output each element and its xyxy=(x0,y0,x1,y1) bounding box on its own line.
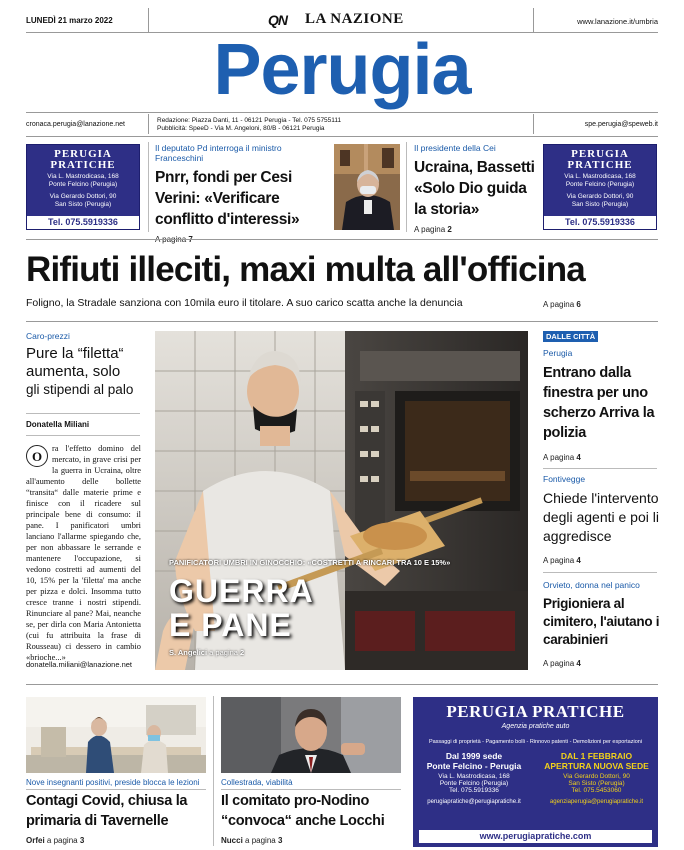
bottom-2-headline[interactable]: Il comitato pro-Nodino “convoca“ anche Locchi xyxy=(221,793,385,829)
photo-title-2[interactable]: E PANE xyxy=(169,607,292,643)
photo-credit: S. Angelici a pagina 2 xyxy=(169,648,245,657)
classroom-photo xyxy=(26,697,206,773)
left-story-author: Donatella Miliani xyxy=(26,420,90,429)
ad-small-addr-4: San Sisto (Perugia) xyxy=(571,201,629,208)
ad-big-right-tel: Tel. 075.5453060 xyxy=(571,787,622,794)
ad-small-addr-2: Ponte Felcino (Perugia) xyxy=(565,181,635,188)
masthead-email-left[interactable]: cronaca.perugia@lanazione.net xyxy=(26,121,125,128)
photo-caption-bar: PANIFICATORI UMBRI IN GINOCCHIO: «COSTRETTI A RINCARI TRA 10 E 15%» xyxy=(169,558,451,567)
left-author-rule xyxy=(26,413,140,414)
left-story-body xyxy=(26,443,141,663)
top-story-2-headline[interactable]: Ucraina, Bassetti «Solo Dio guida la storia» xyxy=(414,159,535,218)
right-item-1-category: Perugia xyxy=(543,348,573,358)
top-divider-2 xyxy=(406,142,407,232)
ad-big-left-tel: Tel. 075.5919336 xyxy=(449,787,499,794)
ad-big-left-email: perugiapratiche@perugiapratiche.it xyxy=(427,799,521,805)
bottom-1-page: Orfei a pagina 3 xyxy=(26,836,85,845)
ad-big-website[interactable]: www.perugiapratiche.com xyxy=(419,830,652,843)
ad-big-right-addr-2: San Sisto (Perugia) xyxy=(568,780,625,787)
bottom-1-category: Nove insegnanti positivi, preside blocca le lezioni xyxy=(26,778,200,787)
left-story-headline-1[interactable]: Pure la “filetta“ aumenta, solo xyxy=(26,345,124,380)
city-title: Perugia xyxy=(213,30,471,110)
right-item-3-page: A pagina 4 xyxy=(543,659,581,668)
masthead-hrule2 xyxy=(26,112,658,113)
ad-big-left-addr-1: Via L. Mastrodicasa, 168 xyxy=(438,773,510,780)
ad-big-services: Passaggi di proprietà - Pagamento bolli - Rinnovo patenti - Demolizioni per esportazioni xyxy=(428,739,643,745)
ad-small-tel: Tel. 075.5919336 xyxy=(27,216,139,229)
ad-small-name-1: PERUGIA xyxy=(571,148,629,160)
top-story-1[interactable] xyxy=(155,143,327,244)
ad-big-left-head-2: Ponte Felcino - Perugia xyxy=(426,761,522,771)
right-item-2-page: A pagina 4 xyxy=(543,556,581,565)
bottom-1-rule xyxy=(26,789,206,790)
right-item-1-page: A pagina 4 xyxy=(543,453,581,462)
lead-rule-top xyxy=(26,239,658,240)
right-item-2[interactable] xyxy=(543,474,661,565)
ad-big-left-head-1: Dal 1999 sede xyxy=(445,751,503,761)
masthead-url[interactable]: www.lanazione.it/umbria xyxy=(577,17,658,26)
bottom-1-headline[interactable]: Contagi Covid, chiusa la primaria di Tavernelle xyxy=(26,793,188,829)
ad-small-addr-1: Via L. Mastrodicasa, 168 xyxy=(47,173,119,180)
lead-rule-bottom xyxy=(26,321,658,322)
left-author-rule-2 xyxy=(26,435,140,436)
bottom-2-page: Nucci a pagina 3 xyxy=(221,836,283,845)
right-item-3-category: Orvieto, donna nel panico xyxy=(543,580,640,590)
ad-big-left xyxy=(413,751,535,805)
masthead-email-right[interactable]: spe.perugia@speweb.it xyxy=(584,121,658,128)
right-rule-2 xyxy=(543,572,657,573)
ad-big[interactable] xyxy=(413,697,658,847)
ad-small-addr-3: Via Gerardo Dottori, 90 xyxy=(566,193,634,200)
masthead-redazione-1: Redazione: Piazza Danti, 11 - 06121 Perugia - Tel. 075 5755111 xyxy=(157,117,342,124)
ad-big-right-addr-1: Via Gerardo Dottori, 90 xyxy=(563,773,630,780)
right-item-1-headline[interactable]: Entrano dalla finestra per uno scherzo Arriva la polizia xyxy=(543,365,655,441)
masthead-vrule-1 xyxy=(148,114,149,134)
right-item-3[interactable] xyxy=(543,580,661,668)
left-story-headline-2[interactable]: gli stipendi al palo xyxy=(26,382,134,397)
ad-big-right-email: agenziaperugia@perugiapratiche.it xyxy=(549,799,644,805)
ad-small-right[interactable] xyxy=(543,144,657,230)
bottom-divider xyxy=(213,696,214,846)
ad-big-right-head-1: DAL 1 FEBBRAIO xyxy=(560,751,633,761)
qn-logo: QN xyxy=(268,12,287,28)
ad-small-name-2: PRATICHE xyxy=(50,159,116,171)
left-story[interactable] xyxy=(26,331,144,399)
ad-small-name-2: PRATICHE xyxy=(567,159,633,171)
right-item-3-headline[interactable]: Prigioniera al cimitero, l'aiutano i carabinieri xyxy=(543,596,660,647)
bottom-2-category: Collestrada, viabilità xyxy=(221,778,293,787)
ad-small-tel: Tel. 075.5919336 xyxy=(544,216,656,229)
left-story-email[interactable]: donatella.miliani@lanazione.net xyxy=(26,660,133,669)
top-story-1-headline[interactable]: Pnrr, fondi per Cesi Verini: «Verificare conflitto d'interessi» xyxy=(155,169,300,228)
photo-title-1[interactable]: GUERRA xyxy=(169,573,314,609)
paper-name: LA NAZIONE xyxy=(305,11,404,27)
top-story-2-category: Il presidente della Cei xyxy=(414,143,496,153)
masthead-date: LUNEDÌ 21 marzo 2022 xyxy=(26,16,113,25)
ad-small-name-1: PERUGIA xyxy=(54,148,112,160)
ad-big-right-head-2: APERTURA NUOVA SEDE xyxy=(544,761,649,771)
bottom-2-rule xyxy=(221,789,401,790)
top-story-2[interactable] xyxy=(414,143,536,234)
drop-cap: O xyxy=(26,445,48,467)
masthead-hrule3 xyxy=(26,136,658,137)
ad-small-addr-3: Via Gerardo Dottori, 90 xyxy=(49,193,117,200)
right-section-label: DALLE CITTÀ xyxy=(543,331,598,342)
ad-big-left-addr-2: Ponte Felcino (Perugia) xyxy=(439,780,509,787)
right-item-2-headline[interactable]: Chiede l'intervento degli agenti e poi li aggredisce xyxy=(543,490,659,544)
top-story-2-page: A pagina 2 xyxy=(414,225,452,234)
lead-headline[interactable]: Rifiuti illeciti, maxi multa all'officina xyxy=(26,250,585,289)
ad-small-addr-1: Via L. Mastrodicasa, 168 xyxy=(564,173,636,180)
lead-summary: Foligno, la Stradale sanziona con 10mila euro il titolare. A suo carico scatta anche la denuncia xyxy=(26,297,463,309)
ad-small-left[interactable] xyxy=(26,144,140,230)
nodino-photo xyxy=(221,697,401,773)
right-item-2-category: Fontivegge xyxy=(543,474,586,484)
lead-page: A pagina 6 xyxy=(543,300,581,309)
left-story-text: ra l'effetto domino del mercato, in grave crisi per la guerra in Ucraina, oltre all'aumento delle bollette “transita“ dalle materie prime e finisce con il ricadere sul principale bene di consumo: il pane. I panificatori umbri lanciano l'allarme spiegando che, per non abbassare le serrande e mantenere l'occupazione, si vedono costretti ad aumenti del 10, 15% per la 'filetta' ma anche per pizza e dolci. Insomma tutto cresce tranne i nostri stipendi. Rinunciare al pane? Mai, neanche se, per dirla con Maria Antonietta (cui fu attribuita la frase di Rousseau) ci dessero in cambio «brioche...» xyxy=(26,444,141,662)
ad-big-title: PERUGIA PRATICHE xyxy=(446,702,625,721)
ad-small-addr-2: Ponte Felcino (Perugia) xyxy=(48,181,118,188)
left-story-category: Caro-prezzi xyxy=(26,331,70,341)
top-story-1-category: Il deputato Pd interroga il ministro Franceschini xyxy=(155,143,282,163)
bottom-rule xyxy=(26,684,658,685)
ad-small-addr-4: San Sisto (Perugia) xyxy=(54,201,112,208)
ad-big-right xyxy=(535,751,658,805)
masthead-vrule-2 xyxy=(533,114,534,134)
right-item-1[interactable] xyxy=(543,348,661,462)
ad-big-subtitle: Agenzia pratiche auto xyxy=(501,723,570,730)
bassetti-photo xyxy=(334,144,400,230)
masthead-redazione-2: Pubblicità: SpeeD - Via M. Angeloni, 80/B - 06121 Perugia xyxy=(157,125,325,132)
right-rule-1 xyxy=(543,468,657,469)
top-divider-1 xyxy=(148,142,149,232)
